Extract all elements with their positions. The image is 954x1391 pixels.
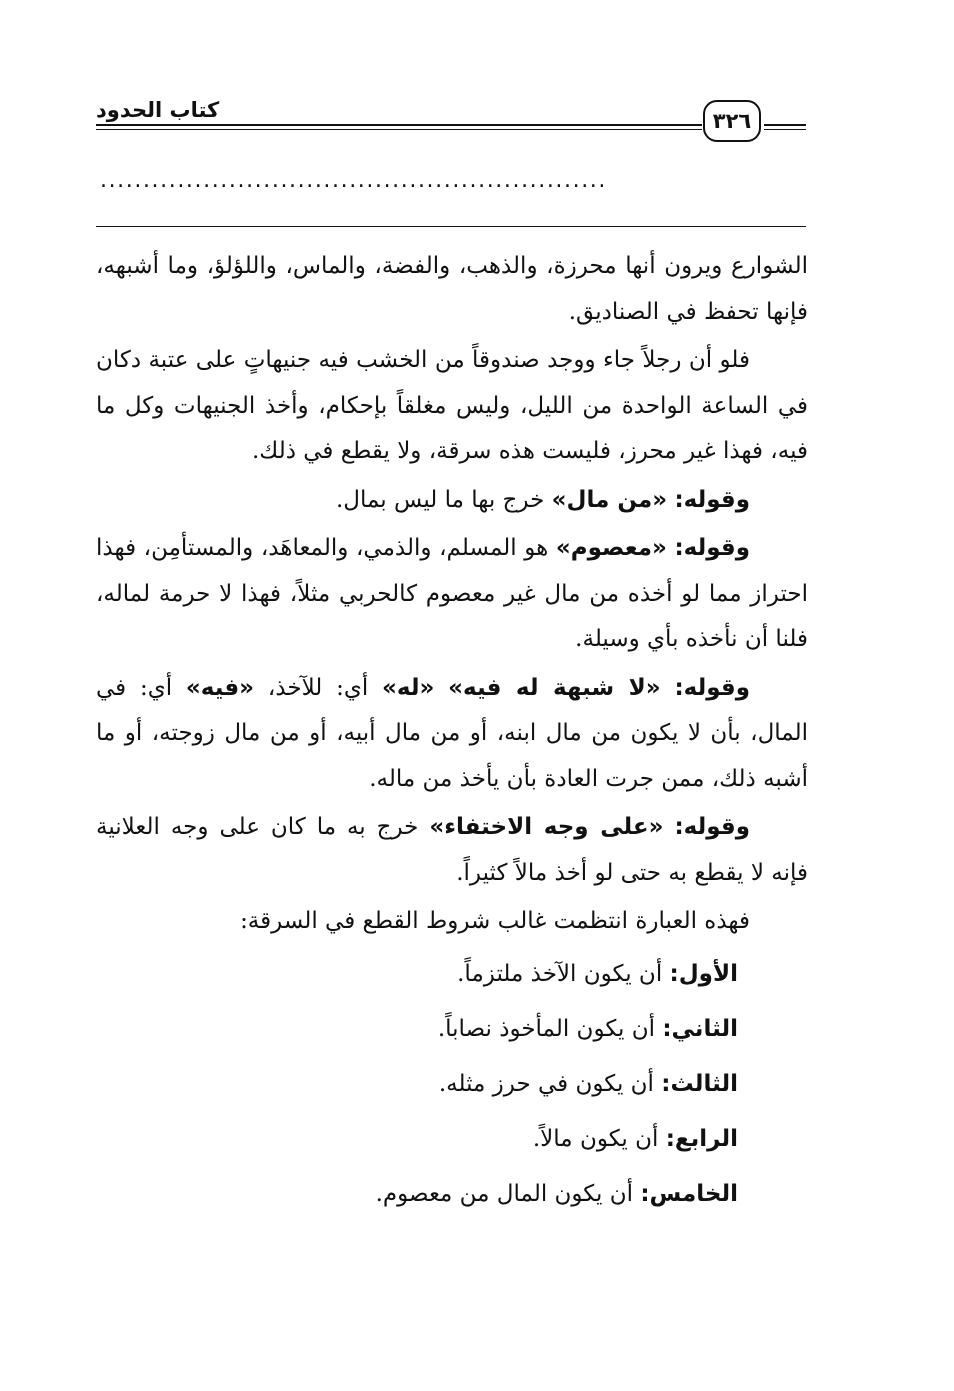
condition-label: الخامس: (640, 1180, 738, 1207)
condition-text: أن يكون الآخذ ملتزماً. (457, 960, 670, 987)
footnote-dots: ........................................................... (100, 168, 607, 193)
paragraph-4-quote: «معصوم» (555, 535, 667, 561)
paragraph-3 (96, 478, 808, 524)
paragraph-6-quote: «على وجه الاختفاء» (429, 814, 664, 840)
condition-label: الثالث: (661, 1070, 738, 1097)
condition-label: الثاني: (662, 1015, 738, 1042)
paragraph-5-text: أي: في المال، بأن لا يكون من مال ابنه، أو من مال أبيه، أو من مال زوجته، أو ما أشبه ذلك، ممن جرت العادة بأن يأخذ من ماله. (96, 674, 808, 792)
condition-item (96, 948, 808, 1000)
running-title: كتاب الحدود (96, 98, 220, 122)
paragraph-3-label: وقوله: (674, 486, 750, 513)
condition-label: الرابع: (665, 1125, 738, 1152)
paragraph-4-label: وقوله: (674, 535, 750, 561)
paragraph-6 (96, 805, 808, 896)
paragraph-2: فلو أن رجلاً جاء ووجد صندوقاً من الخشب فيه جنيهاتٍ على عتبة دكان في الساعة الواحدة من الليل، وليس مغلقاً بإحكام، وأخذ الجنيهات وكل ما فيه، فهذا غير محرز، فليست هذه سرقة، ولا يقطع في ذلك. (96, 347, 808, 464)
header-rule-right-thin (764, 129, 806, 130)
header-rule (96, 124, 702, 126)
paragraph-4 (96, 526, 808, 663)
header-rule-right (764, 124, 806, 126)
paragraph-5-label: وقوله: (674, 674, 751, 701)
paragraph-5 (96, 666, 808, 803)
condition-text: أن يكون في حرز مثله. (438, 1070, 662, 1097)
conditions-intro: فهذه العبارة انتظمت غالب شروط القطع في السرقة: (240, 908, 750, 934)
condition-item (96, 1058, 808, 1110)
paragraph-4-text: هو المسلم، والذمي، والمعاهَد، والمستأمِن، فهذا احتراز مما لو أخذه من مال غير معصوم كالحربي مثلاً، فهذا لا حرمة لماله، فلنا أن نأخذه بأي وسيلة. (96, 535, 808, 652)
paragraph-6-text: خرج به ما كان على وجه العلانية فإنه لا يقطع به حتى لو أخذ مالاً كثيراً. (96, 814, 808, 886)
paragraph-3-text: خرج بها ما ليس بمال. (335, 486, 552, 513)
paragraph-5-quote-3: «فيه» (185, 674, 255, 701)
separator-rule (96, 226, 806, 227)
condition-label: الأول: (669, 960, 738, 987)
paragraph-6-label: وقوله: (674, 814, 750, 840)
paragraph-1: الشوارع ويرون أنها محرزة، والذهب، والفضة، والماس، واللؤلؤ، وما أشبهه، فإنها تحفظ في الصناديق. (96, 253, 808, 325)
condition-text: أن يكون المال من معصوم. (375, 1180, 641, 1207)
condition-item (96, 1113, 808, 1165)
condition-text: أن يكون المأخوذ نصاباً. (437, 1015, 663, 1042)
paragraph-5-quote-2: «له» (382, 674, 435, 701)
paragraph-3-quote: «من مال» (551, 486, 668, 513)
paragraph-5-quote-1: «لا شبهة له فيه» (448, 674, 661, 701)
paragraph-5-mid: أي: للآخذ، (254, 674, 383, 701)
condition-item (96, 1168, 808, 1220)
header-rule-thin (96, 129, 702, 130)
page-number: ٣٢٦ (703, 100, 761, 142)
condition-item (96, 1003, 808, 1055)
body-text (96, 244, 808, 1223)
condition-text: أن يكون مالاً. (532, 1125, 666, 1152)
